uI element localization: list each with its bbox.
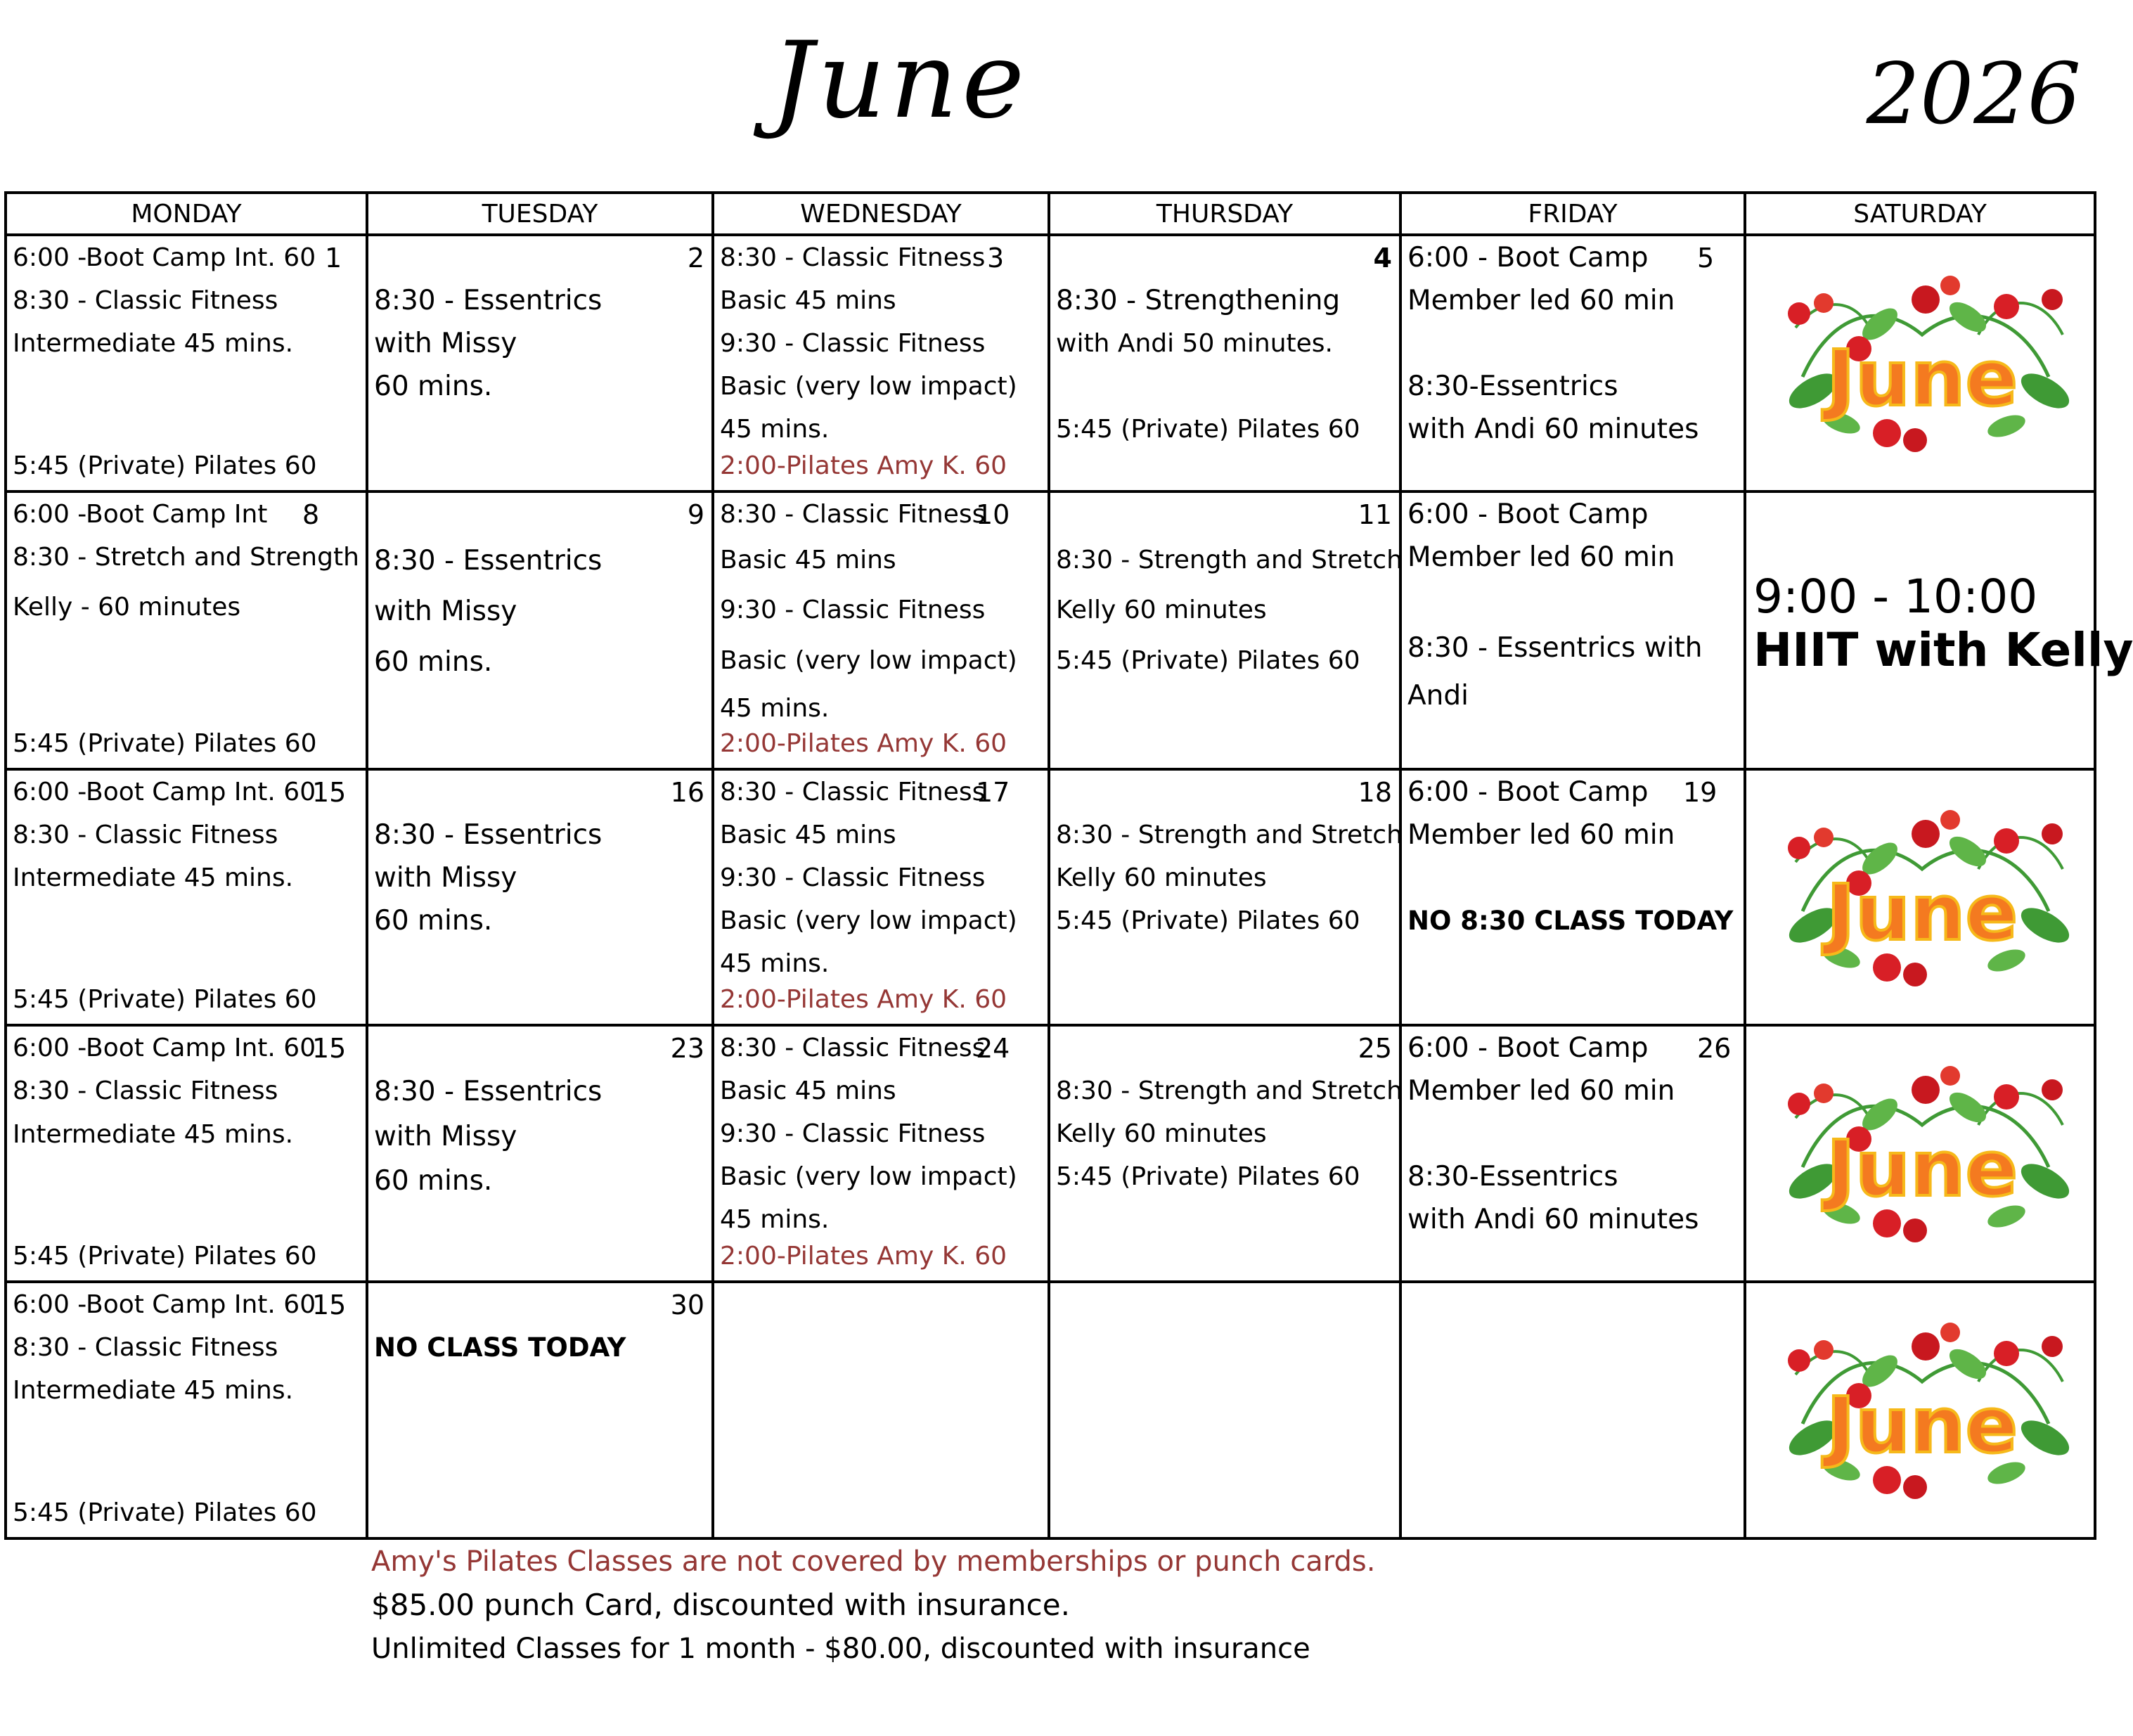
class-line: Kelly - 60 minutes [13, 592, 241, 622]
june-strawberry-illustration [1774, 1318, 2070, 1501]
class-line: Andi [1407, 679, 1469, 712]
class-line: 45 mins. [720, 1205, 830, 1235]
calendar-grid [4, 191, 2133, 1540]
pricing-footer [371, 1540, 1375, 1671]
class-line: Member led 60 min [1407, 541, 1675, 573]
class-line: 6:00 - Boot Camp [1407, 242, 1649, 274]
class-line: Intermediate 45 mins. [13, 329, 294, 358]
day-cell-friday-empty [1400, 1282, 1745, 1538]
class-line: Basic (very low impact) [720, 906, 1017, 935]
day-cell-friday [1400, 235, 1745, 491]
day-cell-monday [6, 1025, 367, 1282]
class-line: with Missy [374, 861, 517, 894]
class-line: 5:45 (Private) Pilates 60 [1056, 645, 1360, 675]
day-cell-tuesday [367, 491, 713, 769]
day-cell-tuesday [367, 1025, 713, 1282]
class-line: 8:30 - Classic Fitness [13, 820, 278, 849]
class-line: 8:30 - Strength and Stretch [1056, 820, 1403, 849]
no-class-notice: NO 8:30 CLASS TODAY [1407, 905, 1734, 936]
class-line: 8:30 - Essentrics [374, 544, 602, 577]
month-title: June [771, 20, 1029, 142]
class-line: 8:30 - Essentrics [374, 285, 602, 316]
june-strawberry-illustration [1774, 806, 2070, 989]
day-number: 26 [1697, 1033, 1732, 1065]
day-number: 30 [670, 1290, 704, 1321]
class-line: 8:30 - Stretch and Strength [13, 542, 359, 572]
day-cell-saturday [1745, 235, 2095, 491]
class-line: Kelly 60 minutes [1056, 863, 1267, 892]
week-row [6, 491, 2095, 769]
header-thursday: THURSDAY [1049, 193, 1400, 235]
class-line: 6:00 -Boot Camp Int. 60 [13, 1034, 316, 1063]
day-number: 23 [670, 1033, 704, 1065]
class-line: 8:30-Essentrics [1407, 1161, 1618, 1193]
pilates-disclaimer: Amy's Pilates Classes are not covered by memberships or punch cards. [371, 1545, 1376, 1578]
class-line: Basic 45 mins [720, 286, 896, 315]
class-line: with Andi 60 minutes [1407, 413, 1699, 445]
header-friday: FRIDAY [1400, 193, 1745, 235]
class-line: 9:30 - Classic Fitness [720, 329, 986, 358]
day-cell-wednesday [713, 1025, 1049, 1282]
year-title: 2026 [1866, 46, 2081, 143]
class-line: 6:00 -Boot Camp Int [13, 499, 268, 529]
class-line: Basic 45 mins [720, 820, 896, 849]
class-line: 8:30 - Classic Fitness [13, 1333, 278, 1363]
day-number: 24 [976, 1033, 1010, 1065]
class-line: Member led 60 min [1407, 1075, 1675, 1107]
class-line: 9:30 - Classic Fitness [720, 595, 986, 624]
june-strawberry-illustration [1774, 271, 2070, 454]
class-line: 5:45 (Private) Pilates 60 [13, 728, 317, 758]
class-line: 60 mins. [374, 1165, 493, 1197]
class-line: Basic 45 mins [720, 545, 896, 574]
class-line: 5:45 (Private) Pilates 60 [13, 451, 317, 480]
day-cell-saturday [1745, 1282, 2095, 1538]
day-cell-saturday [1745, 491, 2133, 769]
class-line: 5:45 (Private) Pilates 60 [13, 985, 317, 1015]
class-line: 8:30 - Strength and Stretch [1056, 1076, 1403, 1106]
day-number: 15 [312, 1033, 347, 1065]
class-line: 8:30 - Essentrics [374, 818, 602, 851]
class-line: Intermediate 45 mins. [13, 1120, 294, 1150]
hiit-event [1753, 570, 2133, 677]
class-line: 9:30 - Classic Fitness [720, 1119, 986, 1149]
june-strawberry-illustration [1774, 1062, 2070, 1245]
class-line: 6:00 -Boot Camp Int. 60 [13, 243, 316, 272]
class-line: 8:30 - Strength and Stretch [1056, 545, 1403, 574]
day-cell-tuesday [367, 235, 713, 491]
class-line: 8:30 - Classic Fitness [13, 1076, 278, 1106]
header-monday: MONDAY [6, 193, 367, 235]
class-line: with Missy [374, 595, 517, 627]
day-number: 25 [1358, 1033, 1392, 1065]
punch-card-price: $85.00 punch Card, discounted with insurance. [371, 1588, 1070, 1622]
class-line: Basic (very low impact) [720, 372, 1017, 401]
class-line: 60 mins. [374, 645, 493, 678]
day-number: 8 [302, 499, 320, 530]
class-line: 60 mins. [374, 371, 493, 402]
day-cell-tuesday [367, 1282, 713, 1538]
pilates-note: 2:00-Pilates Amy K. 60 [720, 1242, 1007, 1271]
class-line: 8:30-Essentrics [1407, 371, 1618, 402]
day-number: 11 [1358, 499, 1392, 530]
class-line: 6:00 - Boot Camp [1407, 1032, 1649, 1065]
class-line: 60 mins. [374, 904, 493, 937]
header-tuesday: TUESDAY [367, 193, 713, 235]
hiit-title: HIIT with Kelly [1753, 622, 2133, 677]
week-row [6, 1282, 2095, 1538]
class-line: 9:30 - Classic Fitness [720, 863, 986, 892]
day-number: 5 [1697, 243, 1715, 274]
class-line: 45 mins. [720, 415, 830, 444]
class-line: 8:30 - Classic Fitness [720, 499, 986, 529]
day-cell-monday [6, 235, 367, 491]
day-number: 18 [1358, 776, 1392, 808]
class-line: 5:45 (Private) Pilates 60 [13, 1242, 317, 1271]
day-cell-wednesday [713, 491, 1049, 769]
day-number: 1 [325, 243, 342, 274]
week-row [6, 1025, 2095, 1282]
day-cell-wednesday [713, 235, 1049, 491]
day-cell-thursday [1049, 769, 1403, 1026]
class-line: 45 mins. [720, 949, 830, 978]
day-cell-monday [6, 491, 367, 769]
class-line: 8:30 - Essentrics [374, 1076, 602, 1108]
class-line: with Andi 50 minutes. [1056, 329, 1333, 358]
day-number: 3 [987, 243, 1005, 274]
header-wednesday: WEDNESDAY [713, 193, 1049, 235]
day-cell-saturday [1745, 1025, 2095, 1282]
class-line: with Missy [374, 328, 517, 359]
class-line: Kelly 60 minutes [1056, 1119, 1267, 1149]
class-line: 45 mins. [720, 693, 830, 723]
day-cell-thursday [1049, 1025, 1403, 1282]
day-cell-monday [6, 1282, 367, 1538]
day-cell-saturday [1745, 769, 2095, 1026]
day-cell-thursday [1049, 235, 1400, 491]
day-cell-friday [1400, 769, 1745, 1026]
class-line: 5:45 (Private) Pilates 60 [1056, 415, 1360, 444]
hiit-time: 9:00 - 10:00 [1753, 569, 2038, 624]
class-line: 5:45 (Private) Pilates 60 [13, 1498, 317, 1527]
day-cell-wednesday [713, 769, 1049, 1026]
day-number: 10 [976, 499, 1010, 530]
class-line: Kelly 60 minutes [1056, 595, 1267, 624]
unlimited-price: Unlimited Classes for 1 month - $80.00, discounted with insurance [371, 1633, 1310, 1665]
day-number: 19 [1683, 776, 1718, 808]
day-cell-tuesday [367, 769, 713, 1026]
class-line: 5:45 (Private) Pilates 60 [1056, 906, 1360, 935]
day-number: 15 [312, 776, 347, 808]
class-line: Basic (very low impact) [720, 645, 1017, 675]
class-line: 6:00 - Boot Camp [1407, 498, 1649, 530]
class-line: Member led 60 min [1407, 818, 1675, 851]
class-line: 8:30 - Classic Fitness [720, 243, 986, 272]
class-line: 5:45 (Private) Pilates 60 [1056, 1162, 1360, 1192]
day-number: 2 [687, 243, 704, 274]
class-line: 6:00 -Boot Camp Int. 60 [13, 1290, 316, 1320]
header-saturday: SATURDAY [1745, 193, 2095, 235]
day-number: 15 [312, 1290, 347, 1321]
pilates-note: 2:00-Pilates Amy K. 60 [720, 728, 1007, 758]
day-number: 4 [1373, 243, 1392, 274]
class-line: Intermediate 45 mins. [13, 863, 294, 892]
day-cell-thursday [1049, 491, 1403, 769]
class-line: 8:30 - Essentrics with [1407, 631, 1703, 664]
weekday-header-row [6, 193, 2095, 235]
class-line: with Andi 60 minutes [1407, 1204, 1699, 1236]
pilates-note: 2:00-Pilates Amy K. 60 [720, 451, 1007, 480]
class-line: Member led 60 min [1407, 285, 1675, 316]
day-cell-thursday-empty [1049, 1282, 1400, 1538]
day-cell-friday [1400, 491, 1745, 769]
day-cell-wednesday-empty [713, 1282, 1049, 1538]
class-line: 8:30 - Classic Fitness [13, 286, 278, 315]
class-line: 6:00 - Boot Camp [1407, 776, 1649, 808]
class-line: 6:00 -Boot Camp Int. 60 [13, 777, 316, 806]
class-line: 8:30 - Strengthening [1056, 285, 1341, 316]
day-number: 9 [687, 499, 704, 530]
pilates-note: 2:00-Pilates Amy K. 60 [720, 985, 1007, 1015]
class-line: with Missy [374, 1121, 517, 1153]
class-line: Basic 45 mins [720, 1076, 896, 1106]
day-cell-monday [6, 769, 367, 1026]
week-row [6, 769, 2095, 1026]
no-class-notice: NO CLASS TODAY [374, 1332, 626, 1363]
week-row [6, 235, 2095, 491]
day-cell-friday [1400, 1025, 1745, 1282]
class-line: 8:30 - Classic Fitness [720, 777, 986, 806]
class-line: Intermediate 45 mins. [13, 1376, 294, 1406]
class-line: Basic (very low impact) [720, 1162, 1017, 1192]
class-line: 8:30 - Classic Fitness [720, 1034, 986, 1063]
day-number: 16 [670, 776, 704, 808]
day-number: 17 [976, 776, 1010, 808]
